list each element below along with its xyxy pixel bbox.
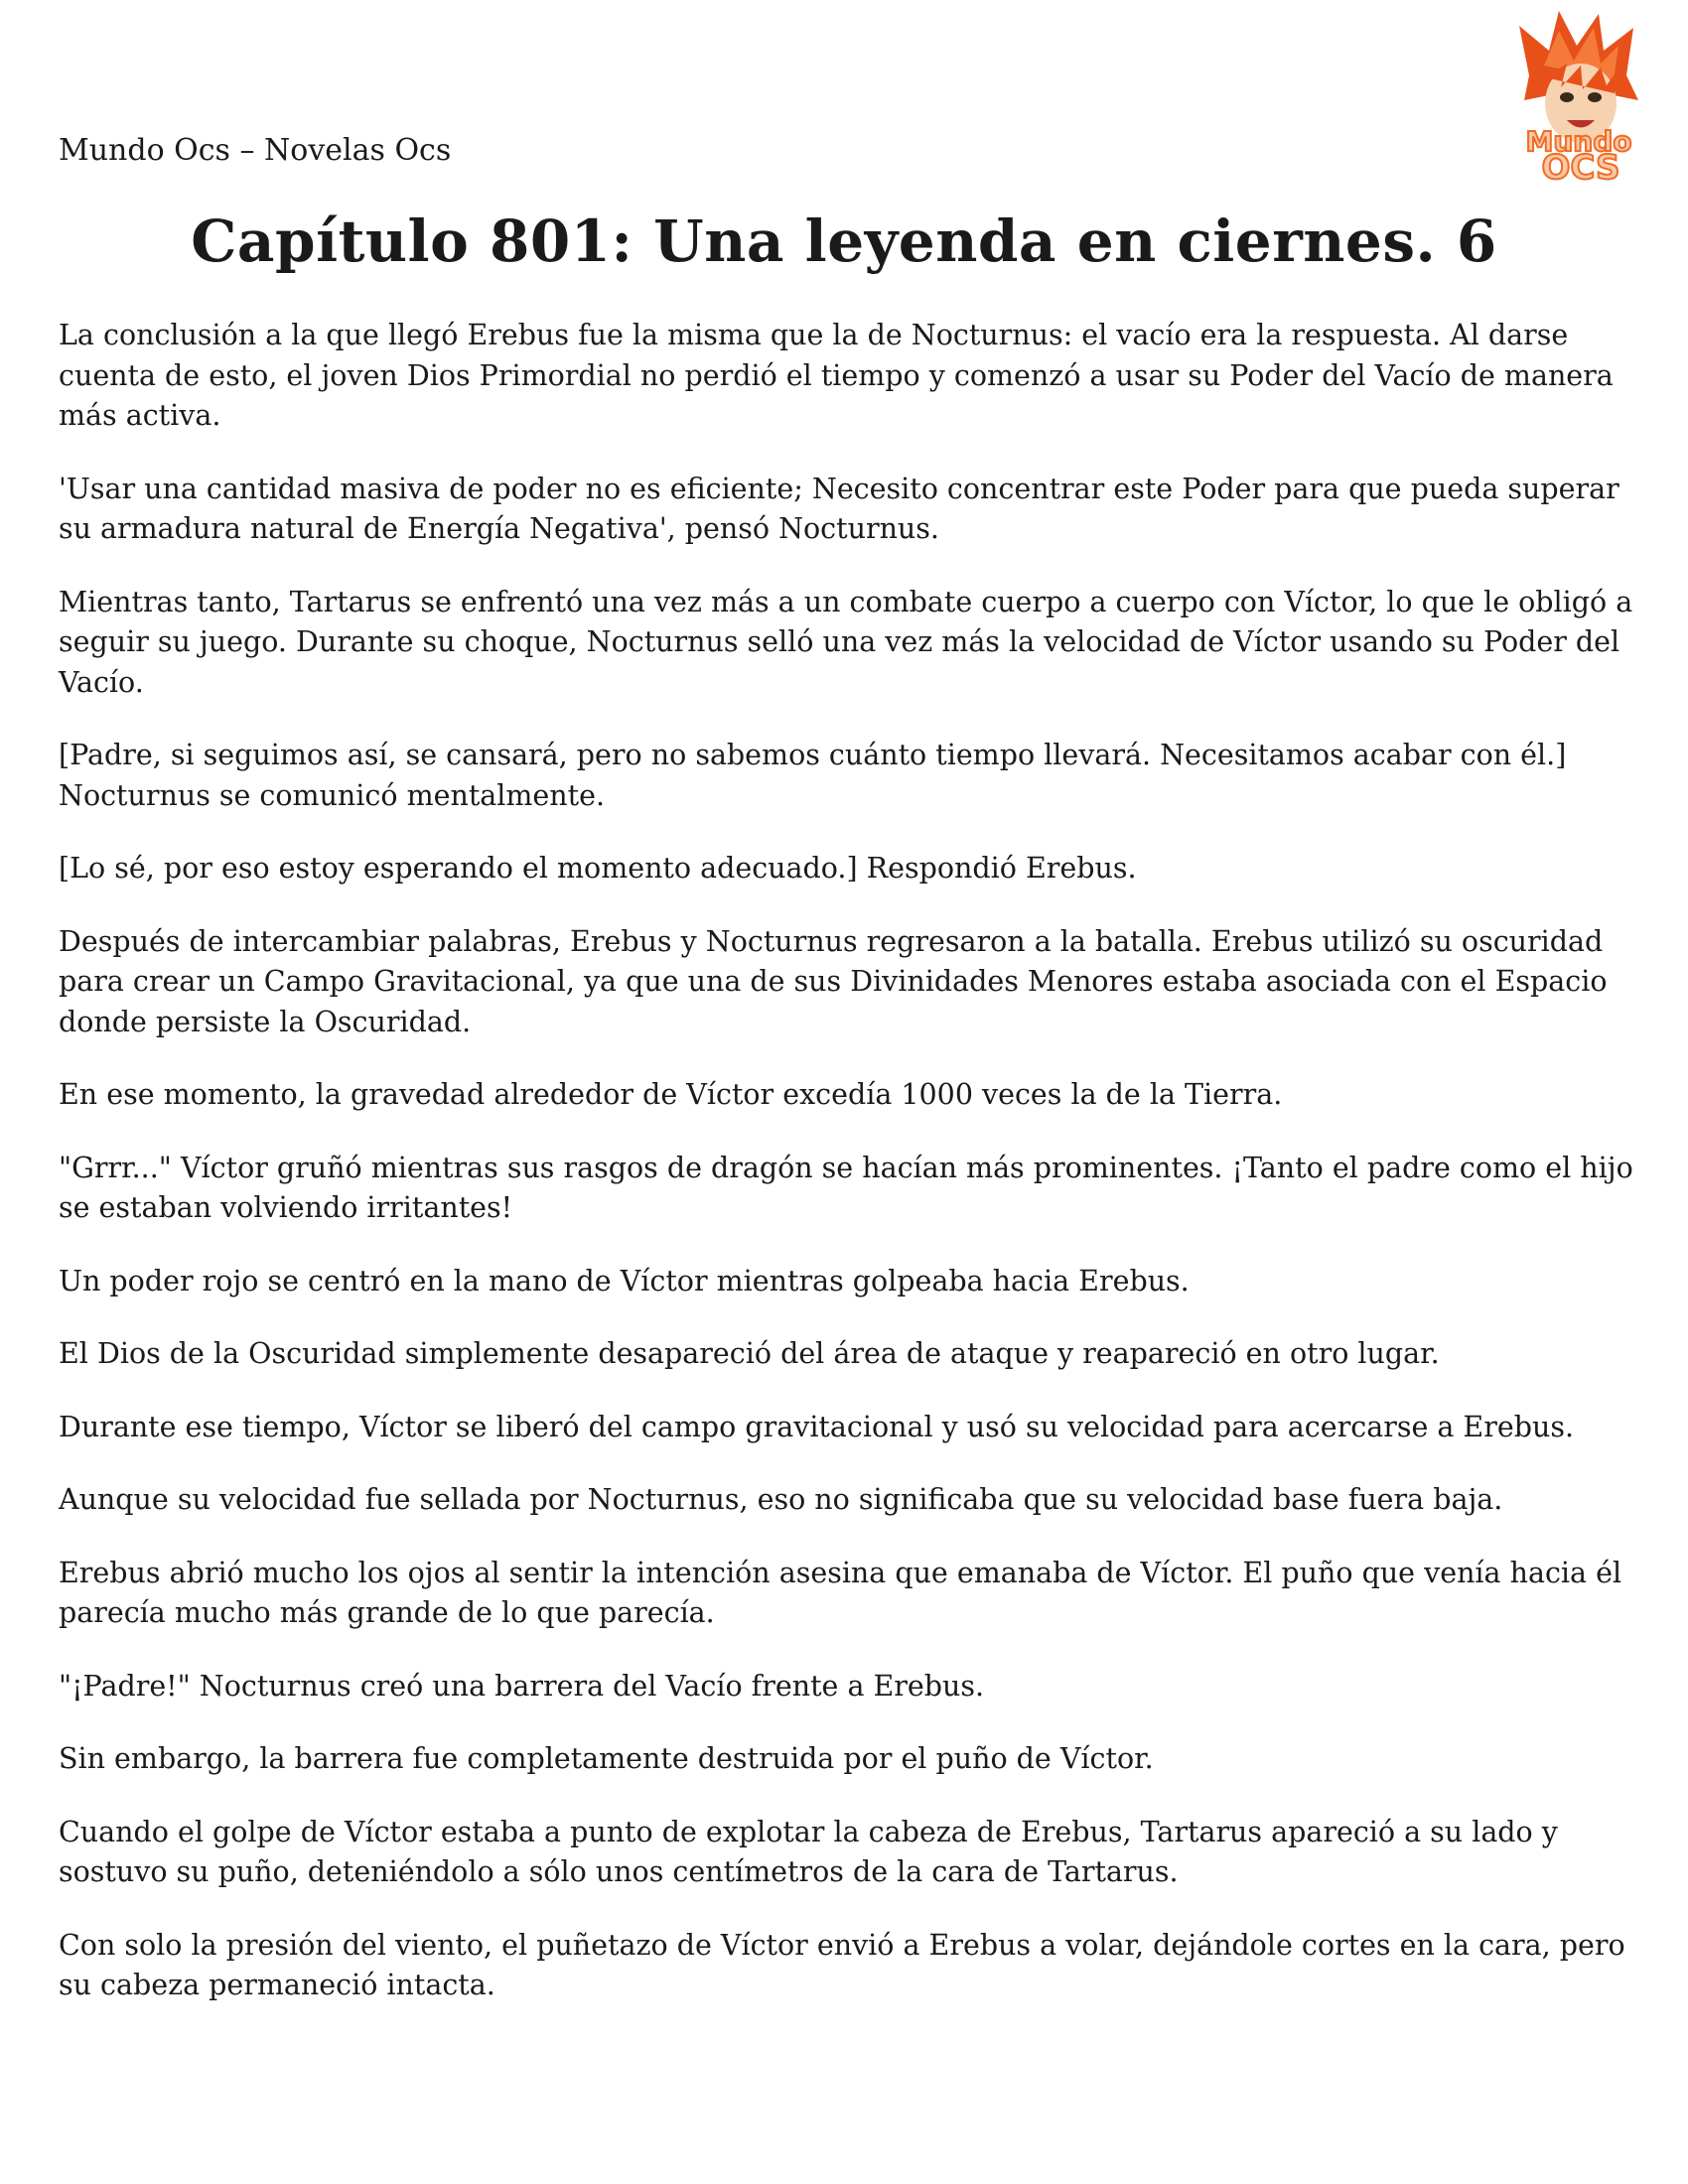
chapter-title: Capítulo 801: Una leyenda en ciernes. 6 — [191, 207, 1497, 275]
paragraph: Durante ese tiempo, Víctor se liberó del campo gravitacional y usó su velocidad para acercarse a Erebus. — [59, 1410, 1575, 1443]
logo-text-bottom: OCS — [1541, 148, 1620, 185]
paragraph: "¡Padre!" Nocturnus creó una barrera del Vacío frente a Erebus. — [59, 1669, 985, 1703]
paragraph: Un poder rojo se centró en la mano de Víctor mientras golpeaba hacia Erebus. — [59, 1264, 1190, 1297]
logo-text-top: Mundo — [1525, 125, 1632, 158]
paragraph: [Lo sé, por eso estoy esperando el momento adecuado.] Respondió Erebus. — [59, 852, 1137, 885]
paragraph: Mientras tanto, Tartarus se enfrentó una vez más a un combate cuerpo a cuerpo con Víctor, lo que le obligó a seguir su juego. Durante su choque, Nocturnus selló una vez más la velocidad de Víctor usando su Poder del Vacío. — [59, 585, 1633, 699]
paragraph: Sin embargo, la barrera fue completamente destruida por el puño de Víctor. — [59, 1742, 1154, 1775]
paragraph: Erebus abrió mucho los ojos al sentir la intención asesina que emanaba de Víctor. El puño que venía hacia él parecía mucho más grande de lo que parecía. — [59, 1556, 1622, 1629]
chapter-body — [59, 316, 1647, 2039]
paragraph: [Padre, si seguimos así, se cansará, pero no sabemos cuánto tiempo llevará. Necesitamos acabar con él.] Nocturnus se comunicó mentalmente. — [59, 739, 1567, 812]
mundo-ocs-logo-icon — [1489, 6, 1668, 185]
paragraph: Aunque su velocidad fue sellada por Nocturnus, eso no significaba que su velocidad base fuera baja. — [59, 1483, 1503, 1516]
paragraph: Con solo la presión del viento, el puñetazo de Víctor envió a Erebus a volar, dejándole cortes en la cara, pero su cabeza permaneció intacta. — [59, 1928, 1625, 2001]
paragraph: En ese momento, la gravedad alrededor de Víctor excedía 1000 veces la de la Tierra. — [59, 1078, 1283, 1111]
paragraph: El Dios de la Oscuridad simplemente desapareció del área de ataque y reapareció en otro lugar. — [59, 1337, 1440, 1370]
paragraph: Cuando el golpe de Víctor estaba a punto de explotar la cabeza de Erebus, Tartarus apareció a su lado y sostuvo su puño, deteniéndolo a sólo unos centímetros de la cara de Tartarus. — [59, 1815, 1558, 1888]
paragraph: La conclusión a la que llegó Erebus fue la misma que la de Nocturnus: el vacío era la respuesta. Al darse cuenta de esto, el joven Dios Primordial no perdió el tiempo y comenzó a usar su Poder del Vacío de manera más activa. — [59, 319, 1614, 432]
paragraph: Después de intercambiar palabras, Erebus y Nocturnus regresaron a la batalla. Erebus utilizó su oscuridad para crear un Campo Gravitacional, ya que una de sus Divinidades Menores estaba asociada con el Espacio donde persiste la Oscuridad. — [59, 924, 1608, 1038]
paragraph: 'Usar una cantidad masiva de poder no es eficiente; Necesito concentrar este Poder para que pueda superar su armadura natural de Energía Negativa', pensó Nocturnus. — [59, 472, 1619, 545]
paragraph: "Grrr..." Víctor gruñó mientras sus rasgos de dragón se hacían más prominentes. ¡Tanto el padre como el hijo se estaban volviendo irritantes! — [59, 1151, 1633, 1224]
site-header: Mundo Ocs – Novelas Ocs — [59, 133, 452, 168]
